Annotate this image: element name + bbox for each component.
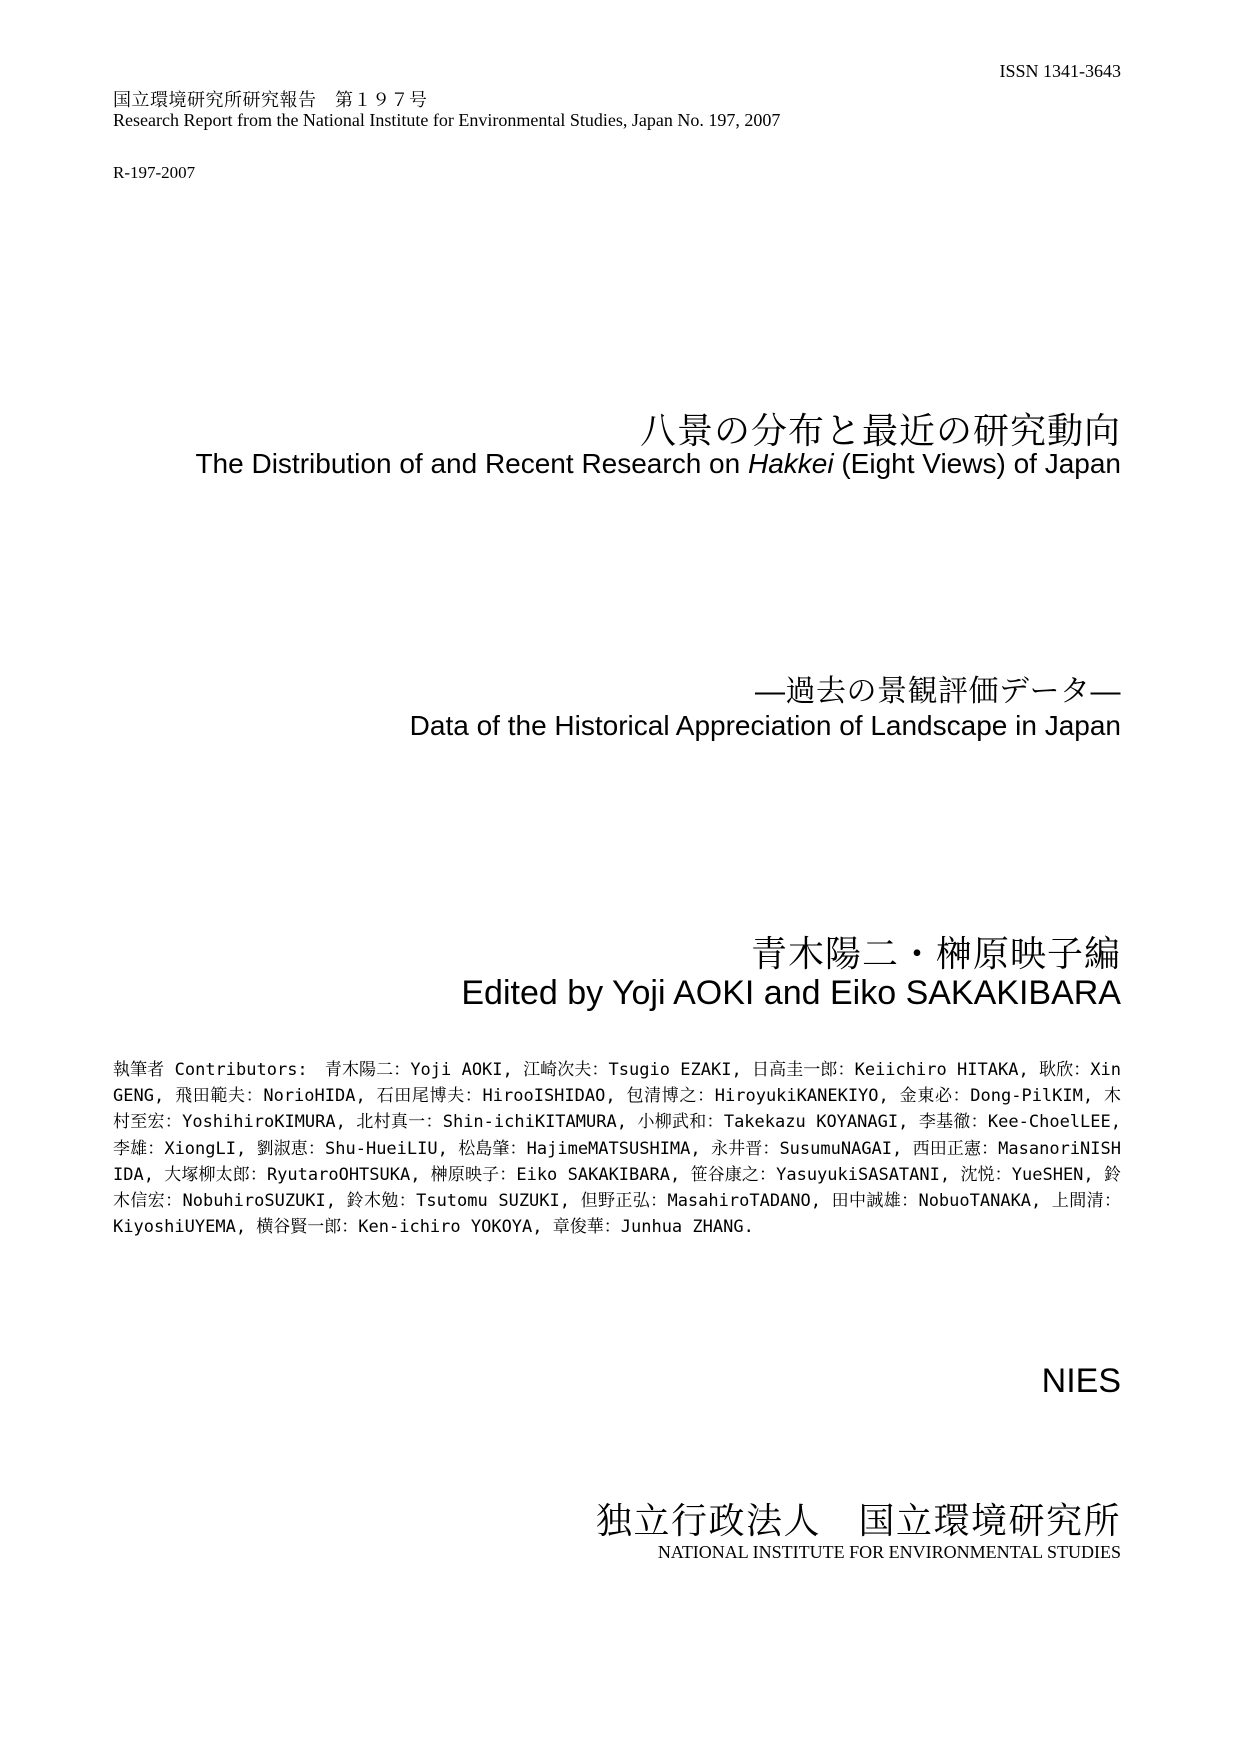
title-en-part-1: The Distribution of and Recent Research on [195,448,748,479]
title-en-italic: Hakkei [747,448,834,479]
subtitle-jp: ―過去の景観評価データ― [755,675,1121,708]
publisher-name-jp: 独立行政法人 国立環境研究所 [595,1500,1121,1541]
publisher-name-en: NATIONAL INSTITUTE FOR ENVIRONMENTAL STUDIES [657,1542,1121,1562]
title-en-part-2: (Eight Views) of Japan [833,448,1121,479]
publisher-abbrev: NIES [1041,1362,1121,1400]
series-title-jp: 国立環境研究所研究報告 第１９７号 [113,90,428,110]
editors-en: Edited by Yoji AOKI and Eiko SAKAKIBARA [461,974,1121,1012]
title-en [195,448,1121,480]
contributors-list: 執筆者 Contributors: 青木陽二：Yoji AOKI, 江崎次夫：Tsugio EZAKI, 日高圭一郎：Keiichiro HITAKA, 耿欣：Xin GENG, 飛田範夫：NorioHIDA, 石田尾博夫：HirooISHIDAO, 包清博之：HiroyukiKANEKIYO, 金東必：Dong-PilKIM, 木村至宏：YoshihiroKIMURA, 北村真一：Shin-ichiKITAMURA, 小柳武和：Takekazu KOYANAGI, 李基徹：Kee-ChoelLEE, 李雄：XiongLI, 劉淑恵：Shu-HueiLIU, 松島肇：HajimeMATSUSHIMA, 永井晋：SusumuNAGAI, 西田正憲：MasanoriNISHIDA, 大塚柳太郎：RyutaroOHTSUKA, 榊原映子：Eiko SAKAKIBARA, 笹谷康之：YasuyukiSASATANI, 沈悦：YueSHEN, 鈴木信宏：NobuhiroSUZUKI, 鈴木勉：Tsutomu SUZUKI, 但野正弘：MasahiroTADANO, 田中誠雄：NobuoTANAKA, 上間清：KiyoshiUYEMA, 横谷賢一郎：Ken-ichiro YOKOYA, 章俊華：Junhua ZHANG. [113,1060,1121,1238]
series-title-en: Research Report from the National Institute for Environmental Studies, Japan No. 197, 2007 [113,110,781,130]
subtitle-en: Data of the Historical Appreciation of Landscape in Japan [409,710,1121,741]
report-code: R-197-2007 [113,163,196,182]
editors-jp: 青木陽二・榊原映子編 [750,933,1121,974]
issn-number: ISSN 1341-3643 [999,61,1121,81]
title-jp: 八景の分布と最近の研究動向 [639,410,1121,451]
